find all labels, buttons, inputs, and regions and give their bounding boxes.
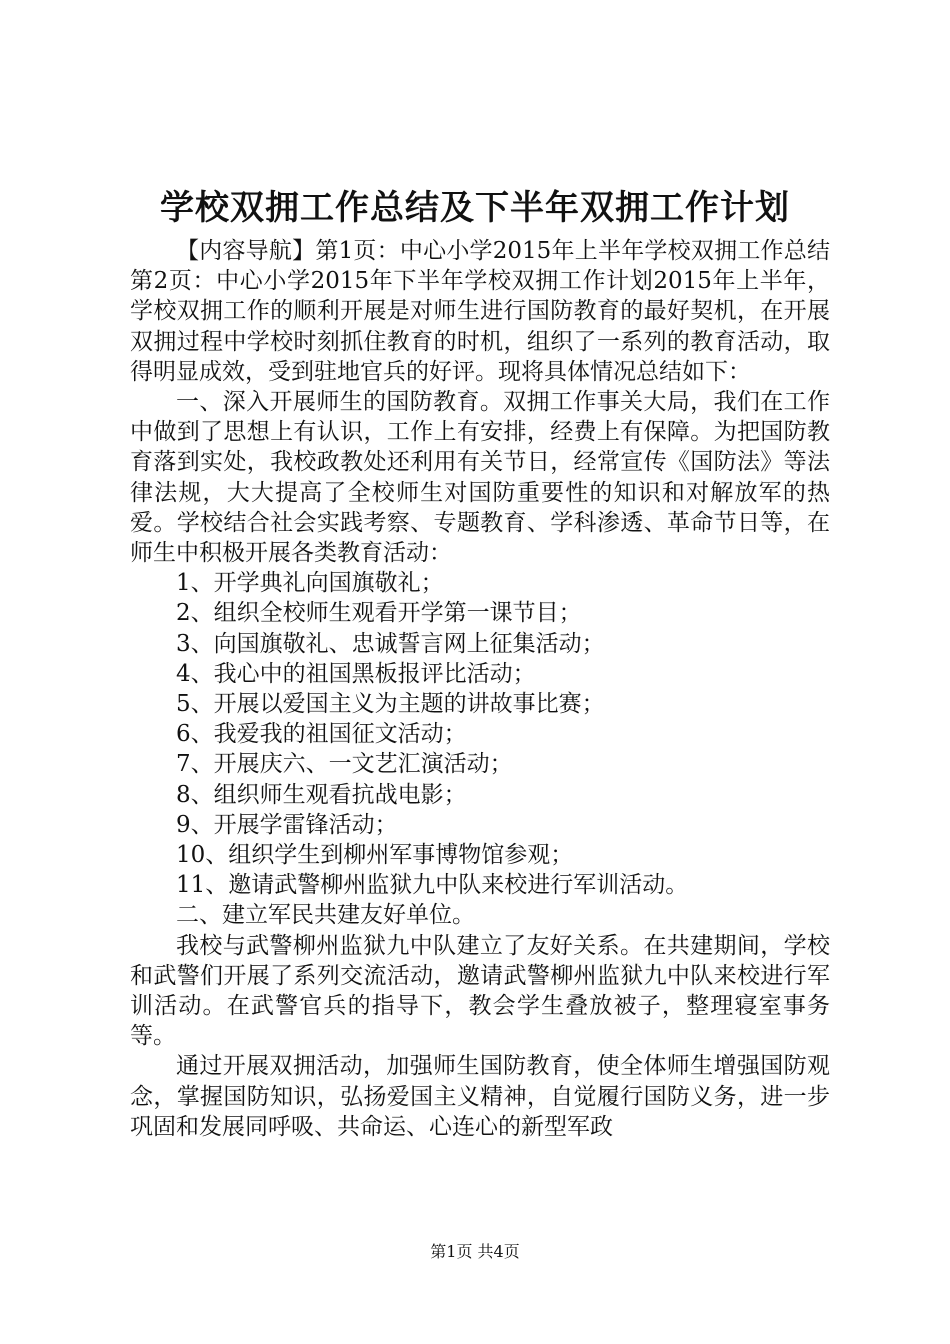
closing-paragraph: 通过开展双拥活动，加强师生国防教育，使全体师生增强国防观念，掌握国防知识，弘扬爱国主义精神，自觉履行国防义务，进一步巩固和发展同呼吸、共命运、心连心的新型军政	[130, 1053, 830, 1140]
page-footer: 第1页 共4页	[430, 1242, 520, 1261]
section-1-paragraph: 一、深入开展师生的国防教育。双拥工作事关大局，我们在工作中做到了思想上有认识，工作上有安排，经费上有保障。为把国防教育落到实处，我校政教处还利用有关节日，经常宣传《国防法》等法律法规，大大提高了全校师生对国防重要性的知识和对解放军的热爱。学校结合社会实践考察、专题教育、学科渗透、革命节日等，在师生中积极开展各类教育活动：	[130, 389, 830, 567]
list-item: 8、组织师生观看抗战电影；	[176, 781, 467, 808]
list-item: 11、邀请武警柳州监狱九中队来校进行军训活动。	[176, 872, 689, 899]
activity-list	[130, 568, 830, 900]
list-item: 9、开展学雷锋活动；	[176, 811, 398, 838]
list-item: 5、开展以爱国主义为主题的讲故事比赛；	[176, 691, 605, 718]
list-item: 6、我爱我的祖国征文活动；	[176, 721, 467, 748]
section-2-paragraph: 我校与武警柳州监狱九中队建立了友好关系。在共建期间，学校和武警们开展了系列交流活动，邀请武警柳州监狱九中队来校进行军训活动。在武警官兵的指导下，教会学生叠放被子，整理寝室事务等。	[130, 932, 830, 1050]
document-body	[130, 236, 830, 1142]
intro-paragraph: 【内容导航】第1页：中心小学2015年上半年学校双拥工作总结第2页：中心小学2015年下半年学校双拥工作计划2015年上半年，学校双拥工作的顺利开展是对师生进行国防教育的最好契机，在开展双拥过程中学校时刻抓住教育的时机，组织了一系列的教育活动，取得明显成效，受到驻地官兵的好评。现将具体情况总结如下：	[130, 238, 830, 385]
list-item: 10、组织学生到柳州军事博物馆参观；	[176, 842, 574, 869]
list-item: 2、组织全校师生观看开学第一课节目；	[176, 600, 582, 627]
section-2-heading: 二、建立军民共建友好单位。	[176, 902, 475, 929]
list-item: 4、我心中的祖国黑板报评比活动；	[176, 660, 536, 687]
list-item: 1、开学典礼向国旗敬礼；	[176, 570, 444, 597]
document-title: 学校双拥工作总结及下半年双拥工作计划	[160, 188, 790, 228]
list-item: 3、向国旗敬礼、忠诚誓言网上征集活动；	[176, 630, 605, 657]
list-item: 7、开展庆六、一文艺汇演活动；	[176, 751, 513, 778]
